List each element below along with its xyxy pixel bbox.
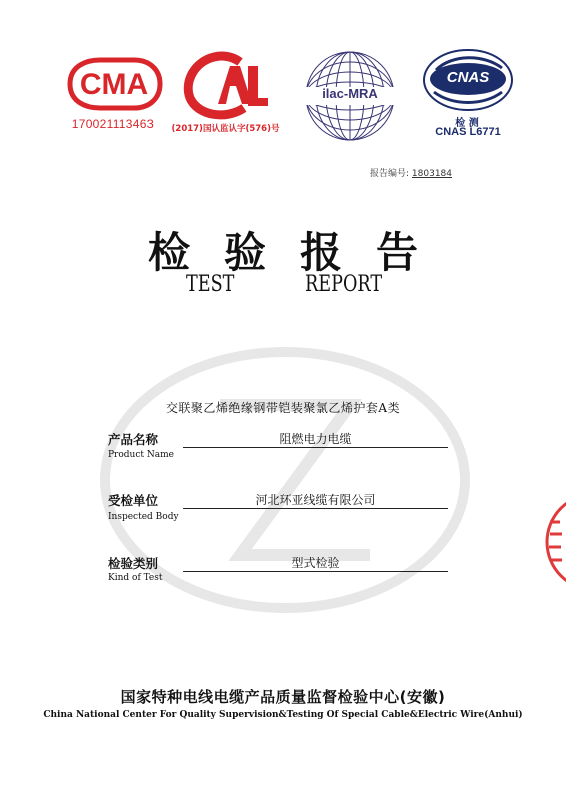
field-inspected-body: [108, 491, 453, 525]
page-title-cn: 检验报告: [147, 228, 452, 277]
footer-organization-cn: 国家特种电线电缆产品质量监督检验中心(安徽): [120, 688, 446, 706]
footer-organization-en: China National Center For Quality Supervision&Testing Of Special Cable&Electric Wire(Anhui): [43, 710, 523, 720]
cnas-logo-text: CNAS: [446, 69, 490, 86]
cma-logo-text: CMA: [79, 68, 149, 101]
cal-logo-text: CAL: [180, 37, 215, 56]
cal-number: (2017)国认监认字(576)号: [171, 124, 280, 134]
report-number-label: 报告编号:: [370, 169, 410, 179]
field-label-cn: 受检单位: [108, 493, 159, 508]
field-label-cn: 产品名称: [108, 432, 159, 447]
ilac-mra-text: ilac-MRA: [322, 86, 378, 101]
field-label-en: Kind of Test: [108, 573, 163, 583]
field-underline: [183, 571, 448, 572]
cma-logo: [64, 58, 164, 110]
field-product-name: [108, 430, 453, 464]
cal-logo: [180, 37, 270, 118]
cnas-caption-cn: 检 测: [455, 118, 479, 129]
field-label-cn: 检验类别: [108, 556, 159, 571]
field-value: 阻燃电力电缆: [279, 432, 352, 446]
official-stamp: [540, 492, 566, 596]
product-subtitle: 交联聚乙烯绝缘钢带铠装聚氯乙烯护套A类: [165, 401, 401, 415]
field-underline: [183, 447, 448, 448]
field-kind-of-test: [108, 554, 453, 588]
field-underline: [183, 508, 448, 509]
page-title-en-report: REPORT: [305, 272, 383, 297]
cnas-caption-code: CNAS L6771: [435, 126, 501, 138]
cma-number: 17002111346З: [71, 117, 155, 131]
field-label-en: Product Name: [108, 450, 174, 460]
report-number: [370, 166, 452, 179]
page-title-en-test: TEST: [186, 272, 235, 297]
report-number-value: 1803184: [411, 169, 453, 179]
field-value: 型式检验: [291, 556, 340, 570]
field-value: 河北环亚线缆有限公司: [255, 493, 376, 507]
field-label-en: Inspected Body: [108, 512, 179, 522]
